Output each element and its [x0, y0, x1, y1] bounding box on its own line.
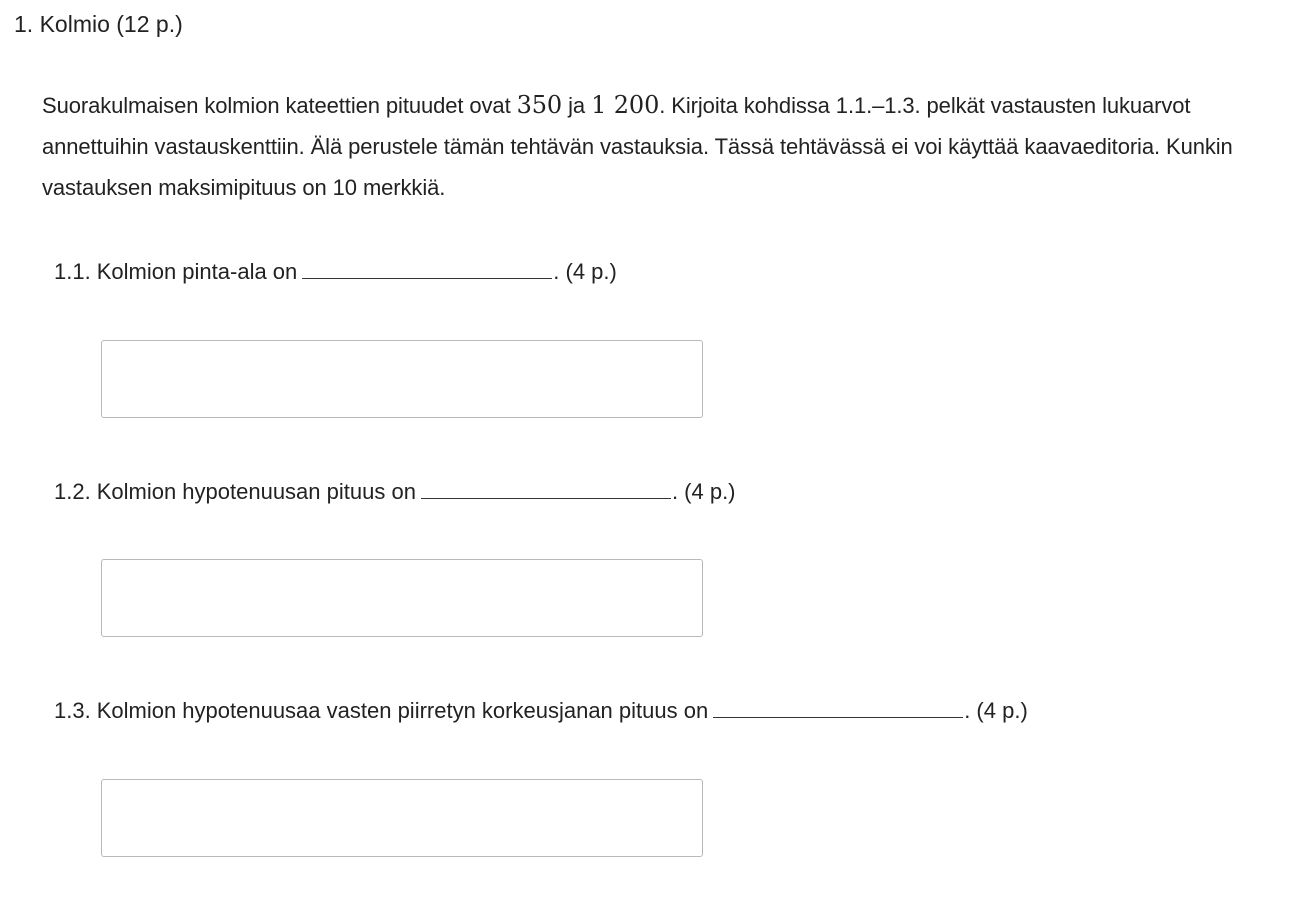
- question-1-1: [54, 257, 617, 287]
- question-points: . (4 p.): [964, 698, 1028, 723]
- instructions-text-2: ja: [562, 93, 592, 118]
- question-number: 1.2.: [54, 479, 91, 504]
- question-points: . (4 p.): [553, 259, 617, 284]
- answer-blank-line: [421, 480, 671, 499]
- question-number: 1.3.: [54, 698, 91, 723]
- math-value-1: 350: [516, 91, 563, 119]
- question-points: . (4 p.): [671, 479, 736, 504]
- question-1-2: [54, 477, 736, 507]
- math-value-2: 1 200: [591, 91, 660, 119]
- task-title: 1. Kolmio (12 p.): [14, 11, 183, 37]
- question-text: Kolmion hypotenuusaa vasten piirretyn korkeusjanan pituus on: [96, 698, 709, 723]
- question-number: 1.1.: [54, 259, 91, 284]
- instructions-text-1: Suorakulmaisen kolmion kateettien pituudet ovat: [42, 93, 517, 118]
- answer-input-1-3[interactable]: [101, 779, 703, 857]
- answer-input-1-2[interactable]: [101, 559, 703, 637]
- answer-input-1-1[interactable]: [101, 340, 703, 418]
- answer-blank-line: [302, 260, 552, 279]
- question-1-3: [54, 696, 1028, 726]
- answer-blank-line: [713, 699, 963, 718]
- question-text: Kolmion hypotenuusan pituus on: [96, 479, 416, 504]
- question-text: Kolmion pinta-ala on: [96, 259, 298, 284]
- instructions-text-3: . Kirjoita kohdissa 1.1.–1.3. pelkät vastausten lukuarvot annettuihin vastauskenttiin. Älä perustele tämän tehtävän vastauksia. Tässä tehtävässä ei voi käyttää kaavaeditoria. Kunkin vastauksen maksimipituus on 10 merkkiä.: [42, 93, 1233, 200]
- task-instructions: [42, 85, 1292, 208]
